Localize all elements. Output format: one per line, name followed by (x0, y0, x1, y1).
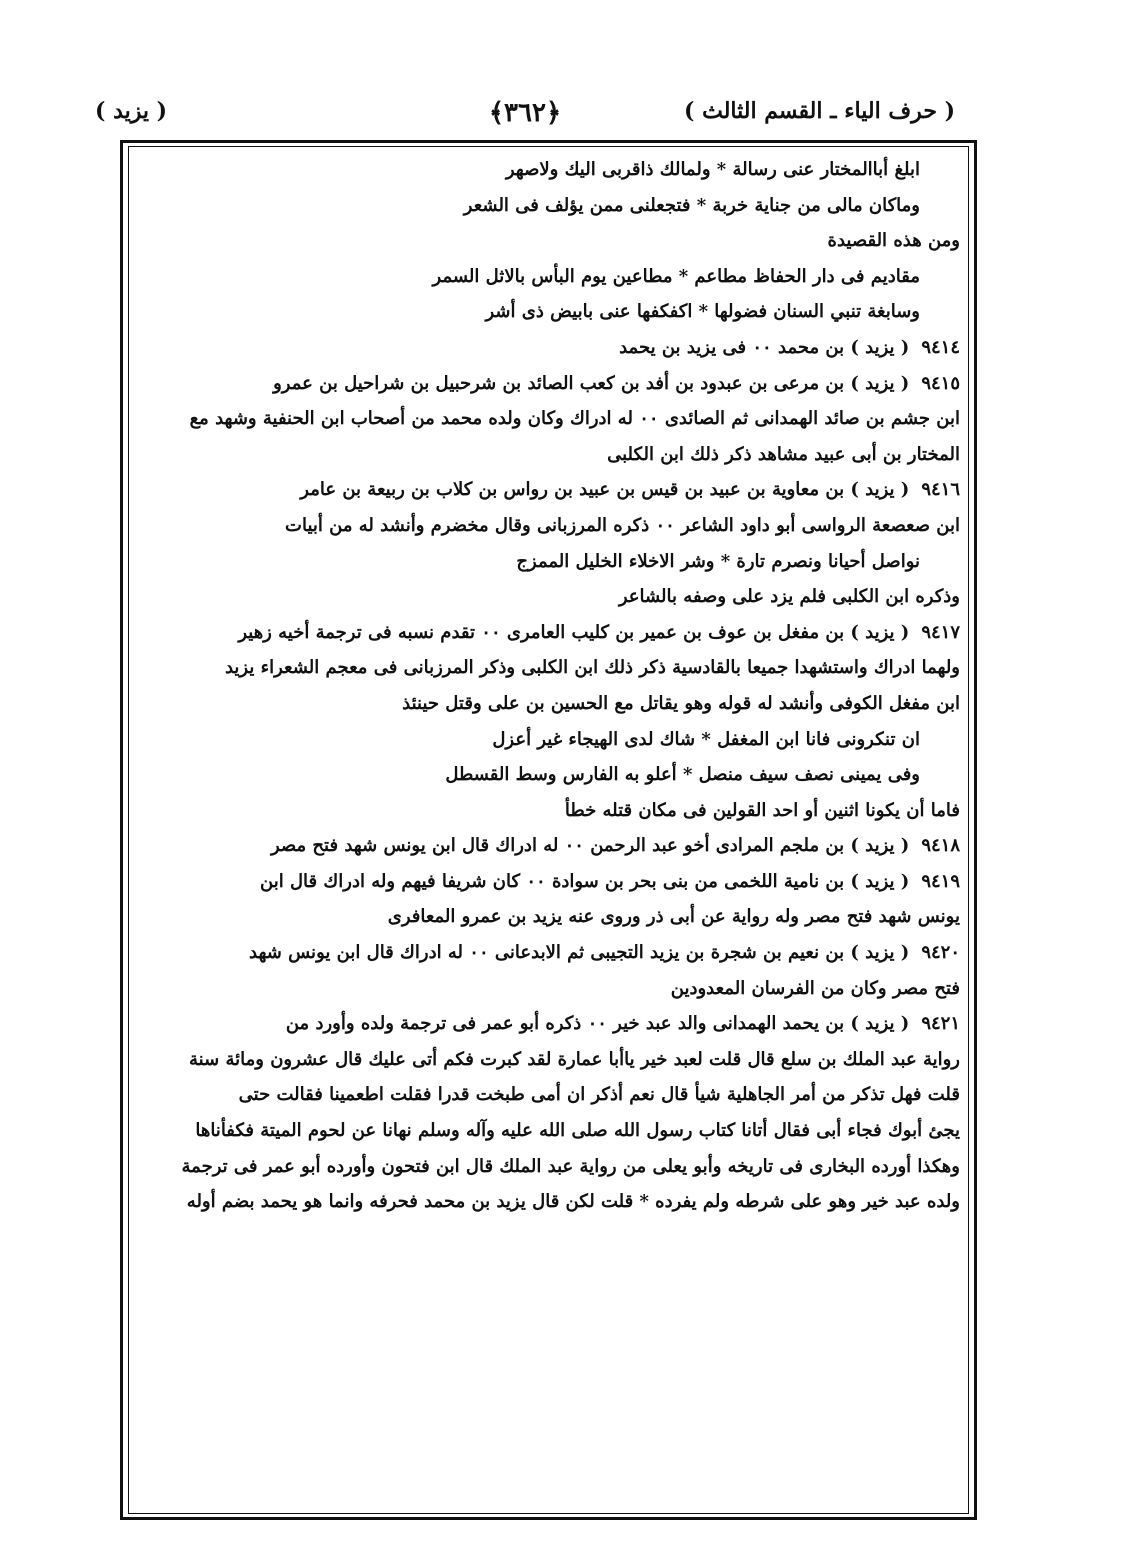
entry-text: ( يزيد ) بن ملجم المرادى أخو عبد الرحمن ٠٠ له ادراك قال ابن يونس شهد فتح مصر (270, 835, 910, 857)
prose-line: وهكذا أورده البخارى فى تاريخه وأبو يعلى من رواية عبد الملك قال ابن فتحون وأورده أبو عمر فى ترجمة (181, 1155, 960, 1177)
prose-line: ومن هذه القصيدة (827, 230, 960, 252)
page-number: ﴿٣٦٢﴾ (488, 98, 562, 128)
entry-text: ( يزيد ) بن نامية اللخمى من بنى بحر بن سوادة ٠٠ كان شريفا فيهم وله ادراك قال ابن (260, 870, 910, 892)
verse-line: ان تنكرونى فانا ابن المغفل * شاك لدى الهيجاء غير أعزل (492, 728, 920, 750)
entry-text: ( يزيد ) بن يحمد الهمدانى والد عبد خير ٠٠ ذكره أبو عمر فى ترجمة ولده وأورد من (285, 1013, 910, 1035)
entry-line (145, 366, 960, 402)
verse-line: وماكان مالى من جناية خربة * فتجعلنى ممن يؤلف فى الشعر (463, 194, 920, 216)
entry-number: ٩٤١٨ (921, 835, 960, 857)
entry-text: ( يزيد ) بن مفغل بن عوف بن عمير بن كليب العامرى ٠٠ تقدم نسبه فى ترجمة أخيه زهير (238, 621, 910, 643)
prose-line: يجئ أبوك فجاء أبى فقال أتانا كتاب رسول الله صلى الله عليه وآله وسلم نهانا عن لحوم الميتة فكفأناها (195, 1120, 960, 1142)
entry-line (145, 472, 960, 508)
prose-line: قلت فهل تذكر من أمر الجاهلية شيأ قال نعم أذكر ان أمى طبخت قدرا فقلت اطعمينا فقالت حتى (238, 1084, 960, 1106)
entry-line (145, 615, 960, 651)
entry-number: ٩٤١٤ (921, 336, 960, 358)
prose-line: ولده عبد خير وهو على شرطه ولم يفرده * قلت لكن قال يزيد بن محمد فحرفه وانما هو يحمد بضم أوله (186, 1191, 960, 1213)
entry-number: ٩٤٢١ (921, 1013, 960, 1035)
entry-text: ( يزيد ) بن مرعى بن عبدود بن أفد بن كعب الصائد بن شرحبيل بن شراحيل بن عمرو (273, 372, 910, 394)
entry-number: ٩٤١٥ (921, 372, 960, 394)
entry-text: ( يزيد ) بن محمد ٠٠ فى يزيد بن يحمد (619, 336, 910, 358)
entry-number: ٩٤١٩ (921, 870, 960, 892)
prose-line: رواية عبد الملك بن سلع قال قلت لعبد خير ياأبا عمارة لقد كبرت فكم أتى عليك قال عشرون ومائة سنة (189, 1048, 960, 1070)
entry-line (145, 864, 960, 900)
page-body (145, 152, 960, 1220)
prose-line: فاما أن يكونا اثنين أو احد القولين فى مكان قتله خطأ (564, 799, 960, 821)
header-entry-name: ( يزيد ) (95, 98, 168, 124)
entry-number: ٩٤٢٠ (921, 942, 960, 964)
entry-line (145, 1006, 960, 1042)
prose-line: يونس شهد فتح مصر وله رواية عن أبى ذر وروى عنه يزيد بن عمرو المعافرى (387, 906, 960, 928)
verse-line: وفى يمينى نصف سيف منصل * أعلو به الفارس وسط القسطل (445, 764, 920, 786)
entry-text: ( يزيد ) بن معاوية بن عبيد بن قيس بن عبيد بن رواس بن كلاب بن ربيعة بن عامر (300, 479, 910, 501)
entry-line (145, 330, 960, 366)
entry-line (145, 828, 960, 864)
prose-line: المختار بن أبى عبيد مشاهد ذكر ذلك ابن الكلبى (607, 443, 960, 465)
prose-line: فتح مصر وكان من الفرسان المعدودين (670, 977, 960, 999)
verse-line: مقاديم فى دار الحفاظ مطاعم * مطاعين يوم البأس بالاثل السمر (432, 265, 920, 287)
verse-line: ابلغ أباالمختار عنى رسالة * ولمالك ذاقربى اليك ولاصهر (505, 159, 920, 180)
entry-number: ٩٤١٦ (921, 479, 960, 501)
prose-line: ابن جشم بن صائد الهمدانى ثم الصائدى ٠٠ له ادراك وكان ولده محمد من أصحاب ابن الحنفية وشهد مع (189, 408, 960, 430)
verse-line: نواصل أحيانا ونصرم تارة * وشر الاخلاء الخليل الممزج (516, 550, 920, 572)
entry-number: ٩٤١٧ (921, 621, 960, 643)
header-section-title: ( حرف الياء ـ القسم الثالث ) (684, 98, 955, 124)
verse-line: وسابغة تنبي السنان فضولها * اكفكفها عنى بابيض ذى أشر (485, 301, 920, 323)
prose-line: ولهما ادراك واستشهدا جميعا بالقادسية ذكر ذلك ابن الكلبى وذكر المرزبانى فى معجم الشعراء يزيد (224, 657, 960, 679)
prose-line: وذكره ابن الكلبى فلم يزد على وصفه بالشاعر (618, 586, 960, 608)
entry-line (145, 935, 960, 971)
page-header (95, 98, 955, 134)
entry-text: ( يزيد ) بن نعيم بن شجرة بن يزيد التجيبى ثم الابدعانى ٠٠ له ادراك قال ابن يونس شهد (249, 942, 910, 964)
prose-line: ابن صعصعة الرواسى أبو داود الشاعر ٠٠ ذكره المرزبانى وقال مخضرم وأنشد له من أبيات (285, 514, 960, 536)
prose-line: ابن مفغل الكوفى وأنشد له قوله وهو يقاتل مع الحسين بن على وقتل حينئذ (402, 692, 960, 714)
